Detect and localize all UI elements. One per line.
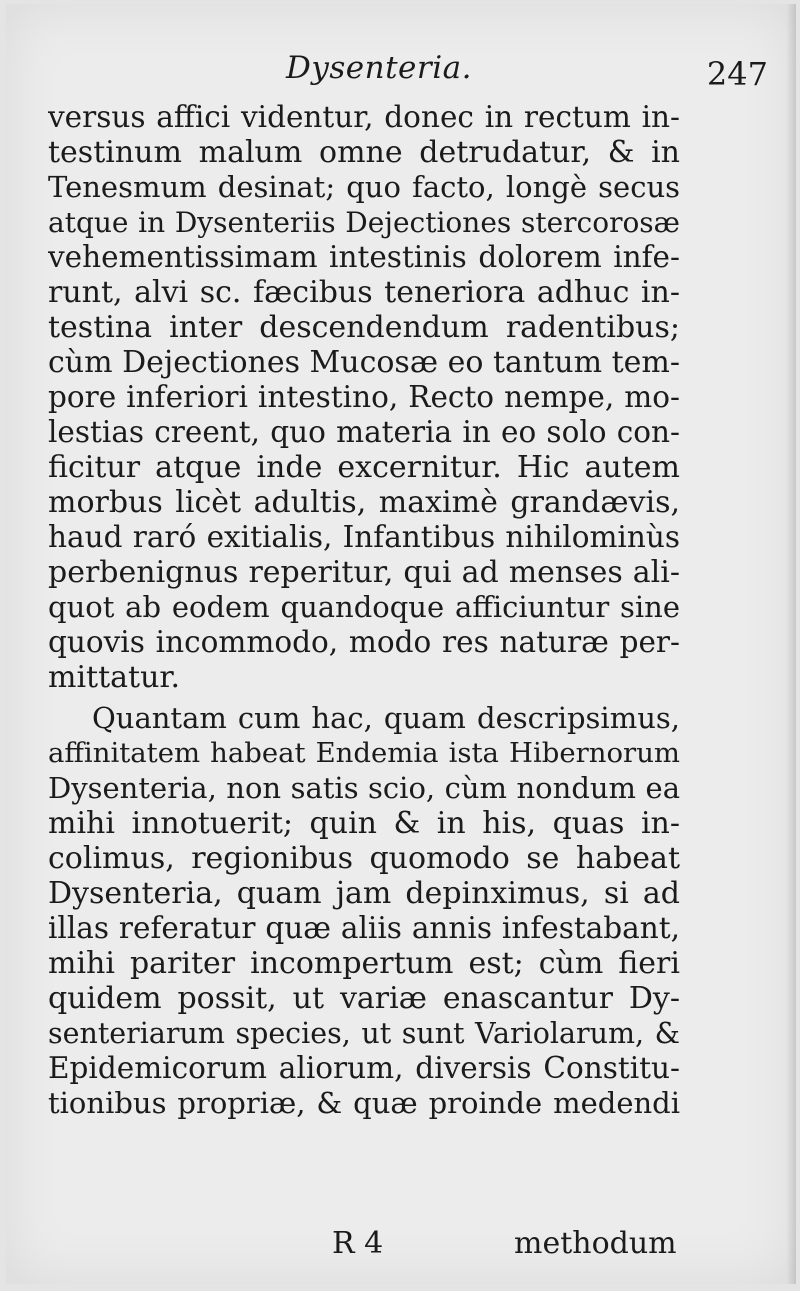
text-line: vehementissimam intestinis dolorem infe- <box>48 240 680 274</box>
text-line: quot ab eodem quandoque afficiuntur sine <box>48 590 680 624</box>
text-line: mittatur. <box>48 660 180 695</box>
page-header <box>6 48 796 96</box>
text-line: Dysenteria, quam jam depinximus, si ad <box>48 876 680 911</box>
running-title: Dysenteria. <box>286 50 472 86</box>
page-number: 247 <box>706 55 768 93</box>
text-line: illas referatur quæ aliis annis infestabant, <box>48 911 680 945</box>
text-line: quidem possit, ut variæ enascantur Dy- <box>48 981 680 1016</box>
text-line: atque in Dysenteriis Dejectiones stercorosæ <box>48 206 680 239</box>
book-page <box>6 4 796 1284</box>
text-line: Dysenteria, non satis scio, cùm nondum ea <box>48 771 680 805</box>
paragraph-1 <box>48 100 680 695</box>
paragraph-2 <box>48 701 680 1121</box>
text-line: senteriarum species, ut sunt Variolarum, & <box>48 1017 680 1050</box>
text-line: testina inter descendendum radentibus; <box>48 310 680 345</box>
text-line: tionibus propriæ, & quæ proinde medendi <box>48 1086 680 1120</box>
text-line: Epidemicorum aliorum, diversis Constitu- <box>48 1051 680 1085</box>
text-line: ficitur atque inde excernitur. Hic autem <box>48 450 680 485</box>
body-text <box>48 100 680 1121</box>
text-line: haud raró exitialis, Infantibus nihilominùs <box>48 520 680 554</box>
text-line: morbus licèt adultis, maximè grandævis, <box>48 485 680 520</box>
text-line: mihi pariter incompertum est; cùm fieri <box>48 946 680 981</box>
text-line: mihi innotuerit; quin & in his, quas in- <box>48 806 680 841</box>
text-line: Tenesmum desinat; quo facto, longè secus <box>48 170 680 204</box>
text-line: cùm Dejectiones Mucosæ eo tantum tem- <box>48 345 680 380</box>
text-line: lestias creent, quo materia in eo solo con- <box>48 415 680 449</box>
text-line: runt, alvi sc. fæcibus teneriora adhuc in- <box>48 275 680 310</box>
catchword: methodum <box>514 1226 677 1261</box>
text-line: quovis incommodo, modo res naturæ per- <box>48 625 680 659</box>
text-line: pore inferiori intestino, Recto nempe, mo- <box>48 380 680 414</box>
text-line: affinitatem habeat Endemia ista Hibernorum <box>48 737 680 769</box>
text-line: colimus, regionibus quomodo se habeat <box>48 841 680 876</box>
text-line: Quantam cum hac, quam descripsimus, <box>92 701 680 735</box>
signature-mark: R 4 <box>332 1226 384 1261</box>
text-line: versus affici videntur, donec in rectum in- <box>48 100 680 134</box>
text-line: perbenignus reperitur, qui ad menses ali- <box>48 555 680 590</box>
page-footer <box>6 1226 796 1266</box>
page-edge-shadow <box>786 4 796 1284</box>
text-line: testinum malum omne detrudatur, & in <box>48 135 680 170</box>
